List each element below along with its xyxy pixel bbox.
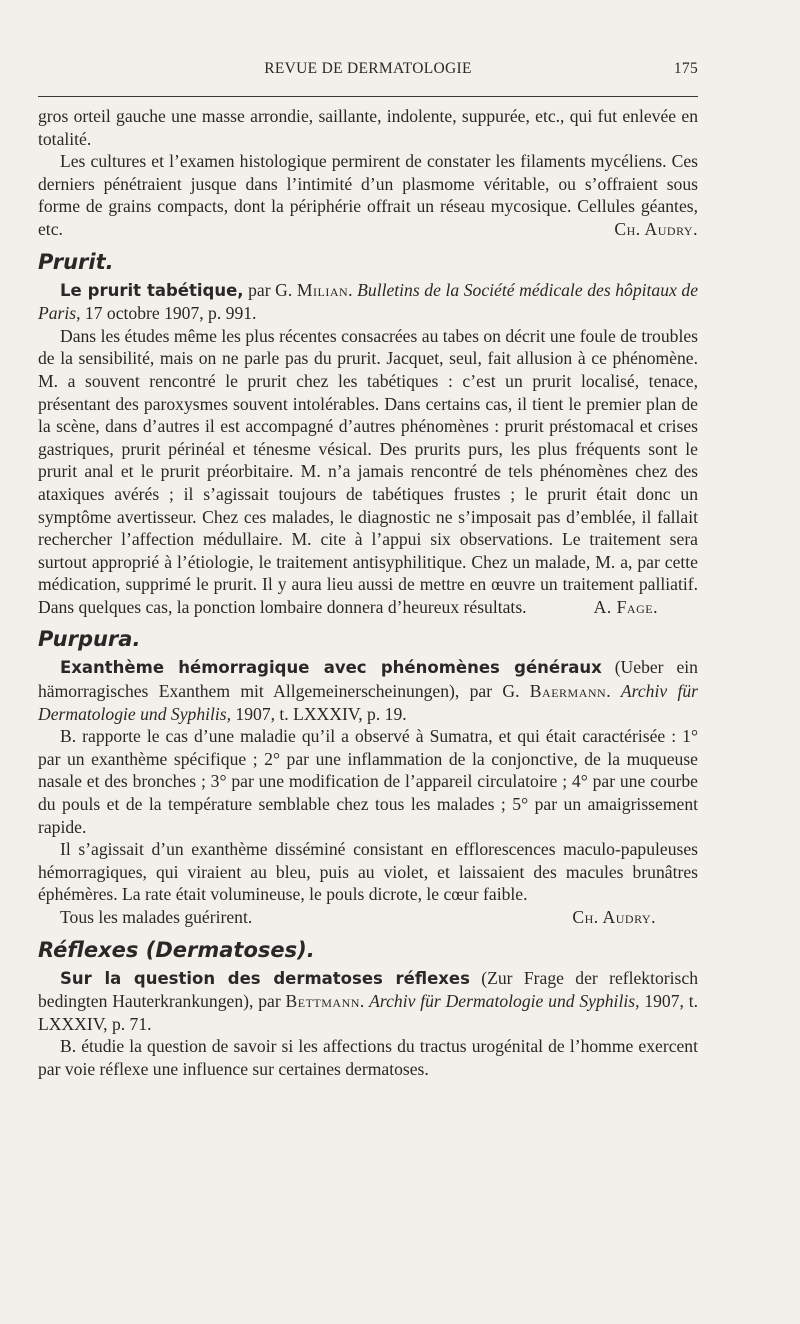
article-title: Exanthème hémorragique avec phénomènes généraux [60,658,602,678]
ref-by: par G. [243,279,297,300]
purpura-paragraph-2: Il s’agissait d’un exanthème disséminé consistant en efflorescences maculo-papuleuses hémorragiques, qui viraient au bleu, puis au violet, et laissaient des macules brunâtres éphémères. La rate était volumineuse, le pouls dicrote, le cœur faible. [38,839,698,905]
ref-journal: Archiv für Dermatologie und Syphilis, [369,991,640,1012]
section-title-prurit: Prurit. [38,249,114,274]
ref-date: 17 octobre 1907, p. 991. [80,303,257,324]
signature: A. Fage. [593,596,658,617]
article-title: Sur la question des dermatoses réflexes [60,968,470,988]
purpura-closing: Tous les malades guérirent. [60,907,253,927]
header-rule [38,96,698,97]
ref-sep: . [606,681,621,702]
ref-date: 1907, t. LXXXIV, p. 19. [231,703,407,724]
reflexes-paragraph-1: B. étudie la question de savoir si les affections du tractus urogénital de l’homme exercent par voie réflexe une influence sur certaines dermatoses. [38,1036,698,1079]
reference-prurit [38,279,698,325]
purpura-paragraph-1: B. rapporte le cas d’une maladie qu’il a observé à Sumatra, et qui était caractérisée : 1° par un exanthème spécifique ; 2° par une inflammation de la conjonctive, de la muqueuse nasale et des bronches ; 3° par une modification de l’appareil circulatoire ; 4° par une courbe du pouls et de la température semblable chez tous les malades ; 5° par un amaigrissement rapide. [38,726,698,837]
article-body [38,105,698,1081]
ref-author: Bettmann [285,991,360,1012]
continuation-paragraph: gros orteil gauche une masse arrondie, saillante, indolente, suppurée, etc., qui fut enlevée en totalité. [38,106,698,149]
prurit-text: Dans les études même les plus récentes consacrées au tabes on décrit une foule de troubles de la sensibilité, mais on ne parle pas du prurit. Jacquet, seul, fait allusion à ce phénomène. M. a souvent rencontré le prurit chez les tabétiques : c’est un prurit localisé, tenace, présentant des paroxysmes souvent intolérables. Dans certains cas, il tient le premier plan de la scène, dans d’autres il est accompagné d’autres phénomènes : prurit préstomacal et crises gastriques, prurit périnéal et ténesme vésical. Des prurits purs, les plus fréquents sont le prurit anal et le prurit préorbitaire. M. n’a jamais rencontré de tels phénomènes chez des ataxiques avérés ; il s’agissait toujours de tabétiques frustes ; le prurit était donc un symptôme avertisseur. Chez ces malades, le diagnostic ne s’imposait pas d’emblée, il fallait rechercher l’affection médullaire. M. cite à l’appui six observations. Le traitement sera surtout approprié à l’étiologie, le traitement antisyphilitique. Chez un malade, M. a, par cette médication, supprimé le prurit. Il y aura lieu aussi de mettre en œuvre un traitement palliatif. Dans quelques cas, la ponction lombaire donnera d’heureux résultats. [38,325,698,617]
ref-rest: (Zur Frage der reflektorisch bedingten Hauterkrankungen), par [38,967,698,1012]
article-title: Le prurit tabétique, [60,280,244,300]
ref-date: 1907, t. LXXXIV, p. 71. [38,991,699,1034]
signature: Ch. Audry. [572,907,656,927]
section-title-reflexes: Réflexes (Dermatoses). [38,937,315,962]
journal-page [38,0,698,1324]
reference-purpura [38,656,698,725]
reference-reflexes [38,967,698,1036]
ref-author: Milian [296,279,349,300]
ref-author: Baermann [529,681,607,702]
running-title: REVUE DE DERMATOLOGIE [264,60,472,77]
page-header [38,60,698,84]
ref-journal: Archiv für Dermatologie und Syphilis, [38,681,699,724]
ref-sep: . [359,991,370,1012]
section-title-purpura: Purpura. [38,627,141,652]
purpura-paragraph-3 [38,906,698,929]
ref-rest: (Ueber ein hämorragisches Exanthem mit Allgemeinerscheinungen), par G. [38,657,698,702]
prurit-body [38,325,698,619]
signature: Ch. Audry. [614,218,698,239]
ref-sep: . [348,279,358,300]
page-number: 175 [673,60,698,77]
continuation-paragraph-2 [38,150,698,240]
ref-journal: Bulletins de la Société médicale des hôpitaux de Paris, [38,279,699,324]
continuation-text: Les cultures et l’examen histologique permirent de constater les filaments mycéliens. Ces derniers pénétraient jusque dans l’intimité d’un plasmome véritable, ou s’offraient sous forme de grains compacts, dont la périphérie offrait un réseau mycosique. Cellules géantes, etc. [38,151,698,239]
